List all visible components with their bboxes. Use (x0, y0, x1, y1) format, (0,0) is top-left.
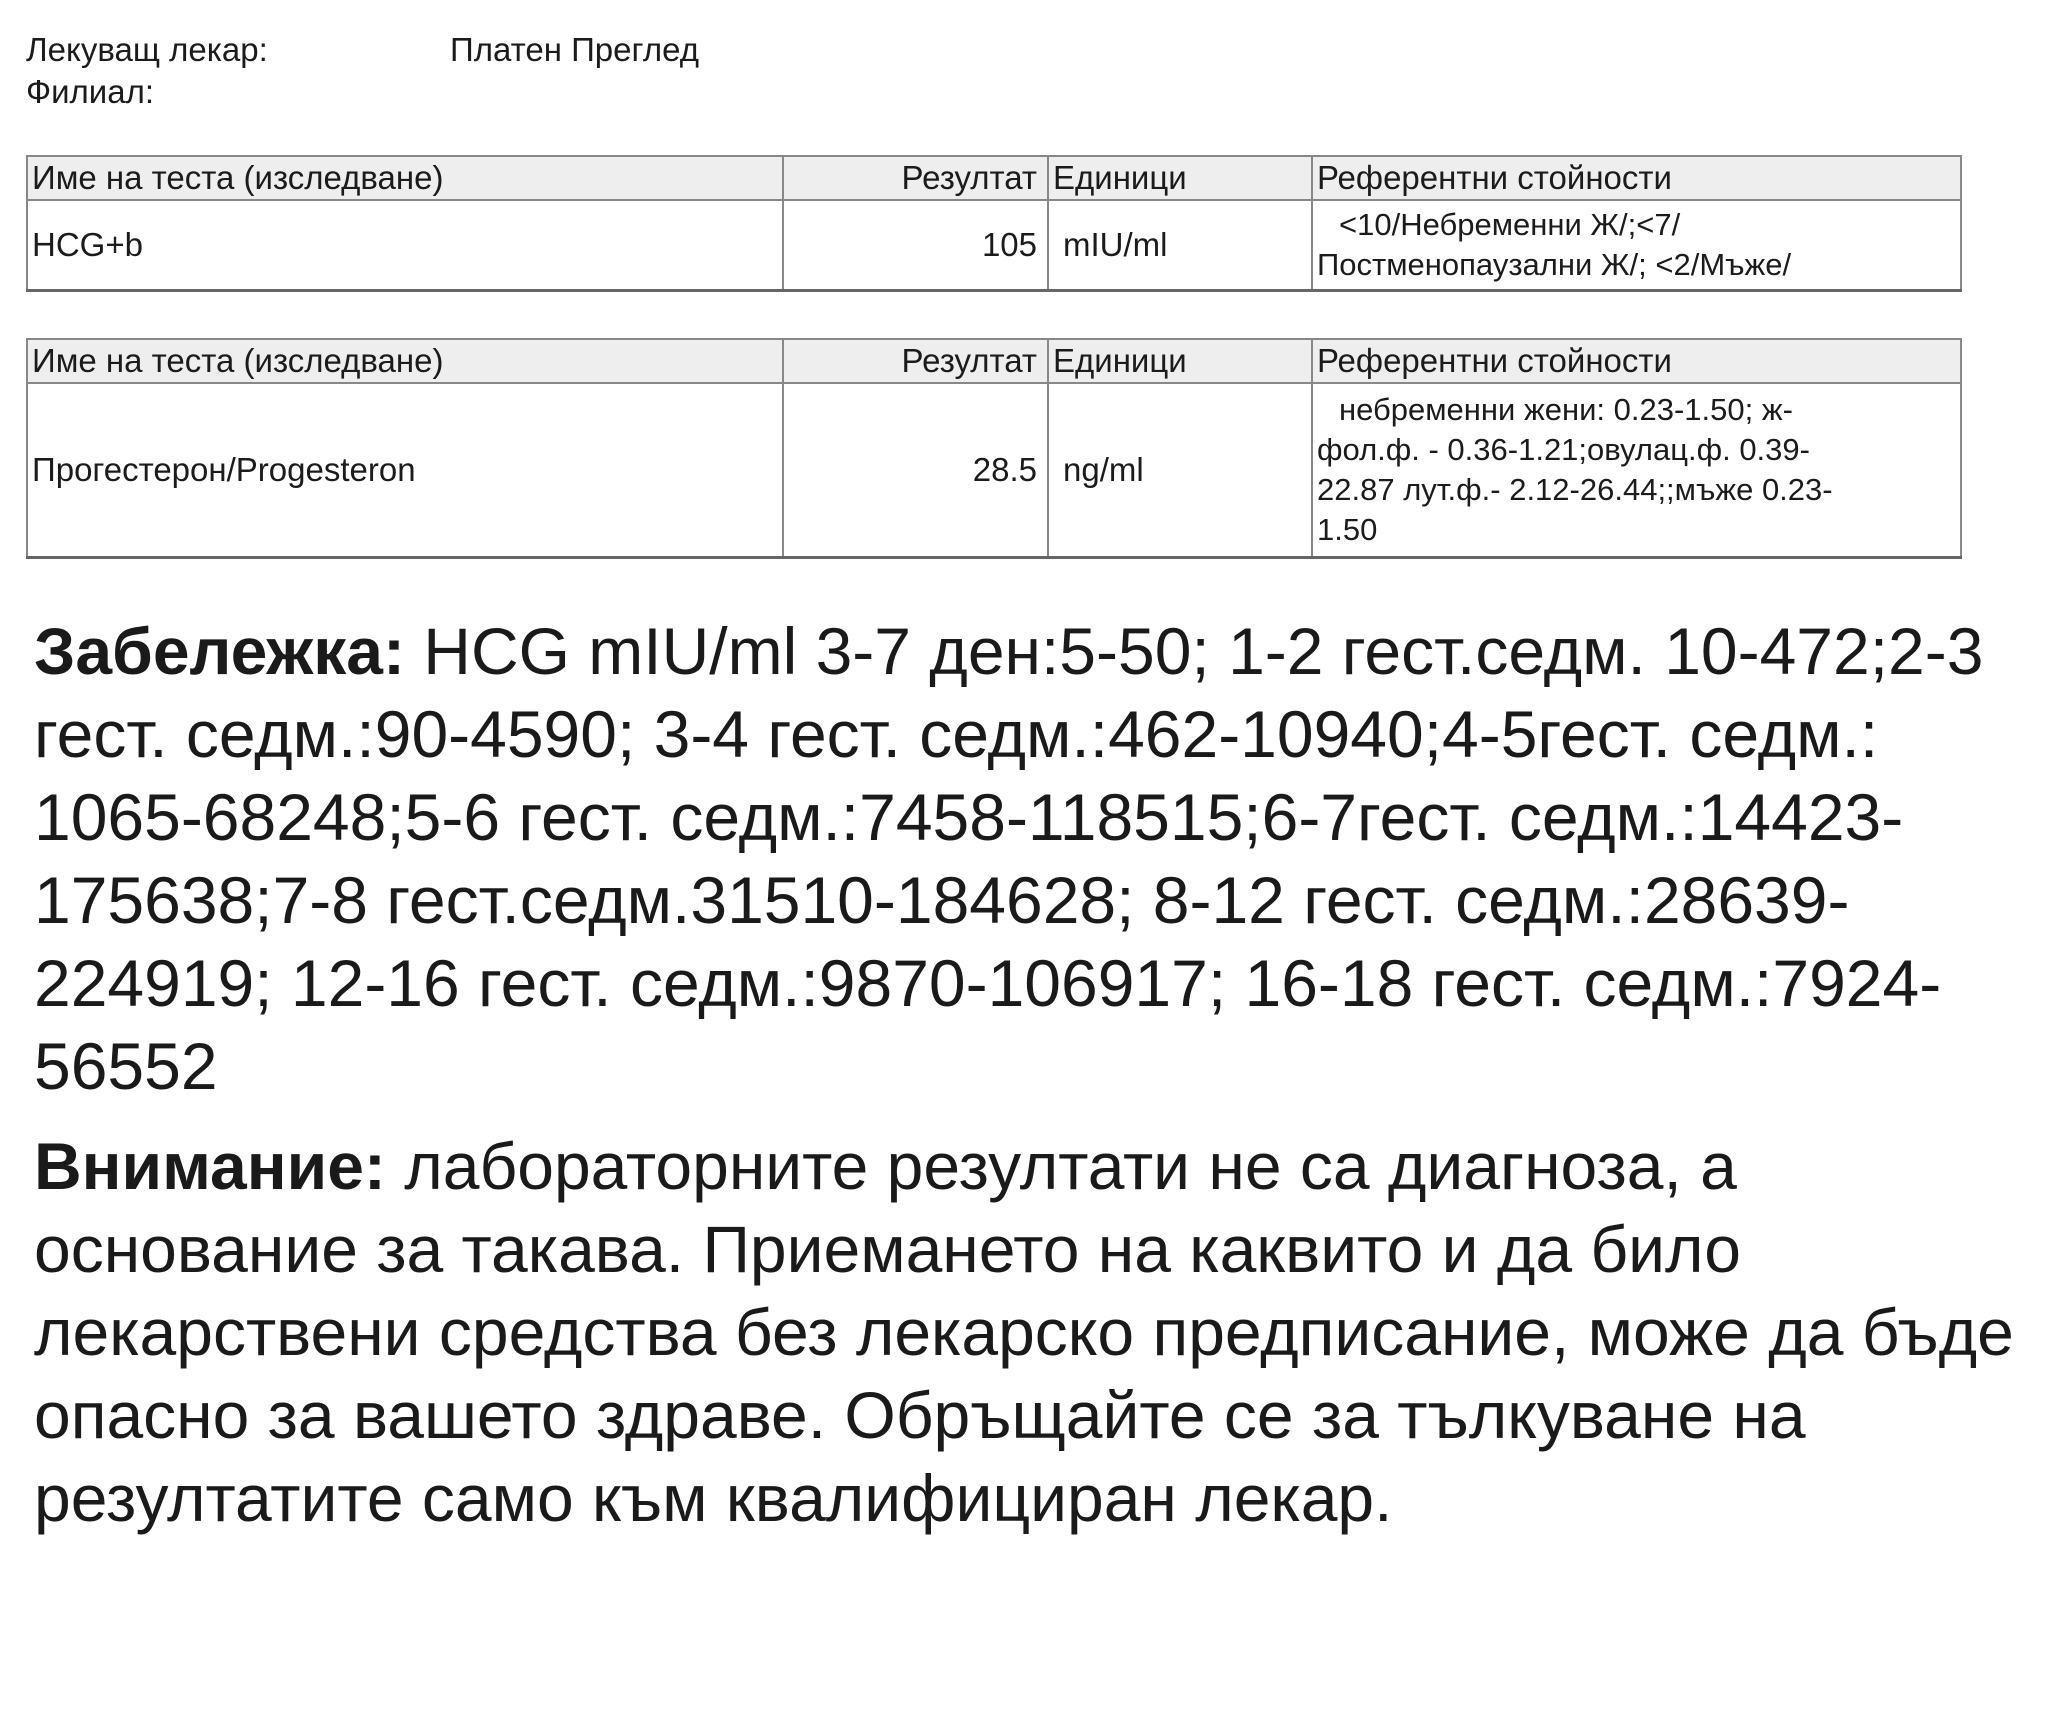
column-header-units: Единици (1048, 339, 1312, 383)
reference-line: фол.ф. - 0.36-1.21;овулац.ф. 0.39- (1317, 432, 1810, 467)
table-row (27, 383, 1961, 558)
table-header-row (27, 156, 1961, 200)
reference-line: небременни жени: 0.23-1.50; ж- (1339, 392, 1793, 427)
reference-line: 1.50 (1317, 512, 1378, 547)
reference-values (1312, 200, 1961, 291)
branch-label: Филиал: (26, 73, 154, 110)
reference-line: Постменопаузални Ж/; <2/Мъже/ (1317, 247, 1792, 282)
test-result: 105 (783, 200, 1048, 291)
column-header-result: Резултат (783, 339, 1048, 383)
doctor-label: Лекуващ лекар: (26, 31, 268, 68)
reference-values (1312, 383, 1961, 558)
table-row (27, 200, 1961, 291)
progesterone-results-table (26, 338, 1962, 559)
warning-text: лабораторните резултати не са диагноза, а основание за такава. Приемането на каквито и да било лекарствени средства без лекарско предписание, може да бъде опасно за вашето здраве. Обръщайте се за тълкуване на резултатите само към квалифициран лекар. (34, 1129, 2014, 1535)
warning-label: Внимание: (34, 1129, 386, 1203)
test-result: 28.5 (783, 383, 1048, 558)
column-header-reference: Референтни стойности (1312, 339, 1961, 383)
test-units: ng/ml (1048, 383, 1312, 558)
hcg-note (34, 610, 2014, 1108)
column-header-result: Резултат (783, 156, 1048, 200)
column-header-test: Име на теста (изследване) (27, 156, 783, 200)
test-units: mIU/ml (1048, 200, 1312, 291)
hcg-results-table (26, 155, 1962, 292)
column-header-reference: Референтни стойности (1312, 156, 1961, 200)
test-name: HCG+b (27, 200, 783, 291)
test-name: Прогестерон/Progesteron (27, 383, 783, 558)
warning-note (34, 1125, 2014, 1540)
note-text: HCG mIU/ml 3-7 ден:5-50; 1-2 гест.седм. 10-472;2-3 гест. седм.:90-4590; 3-4 гест. седм.:462-10940;4-5гест. седм.: 1065-68248;5-6 гест. седм.:7458-118515;6-7гест. седм.:14423-175638;7-8 гест.седм.31510-184628; 8-12 гест. седм.:28639-224919; 12-16 гест. седм.:9870-106917; 16-18 гест. седм.:7924-56552 (34, 614, 1984, 1103)
reference-line: <10/Небременни Ж/;<7/ (1339, 207, 1681, 242)
note-label: Забележка: (34, 614, 405, 688)
reference-line: 22.87 лут.ф.- 2.12-26.44;;мъже 0.23- (1317, 472, 1833, 507)
doctor-value: Платен Преглед (450, 31, 699, 68)
table-header-row (27, 339, 1961, 383)
column-header-test: Име на теста (изследване) (27, 339, 783, 383)
column-header-units: Единици (1048, 156, 1312, 200)
